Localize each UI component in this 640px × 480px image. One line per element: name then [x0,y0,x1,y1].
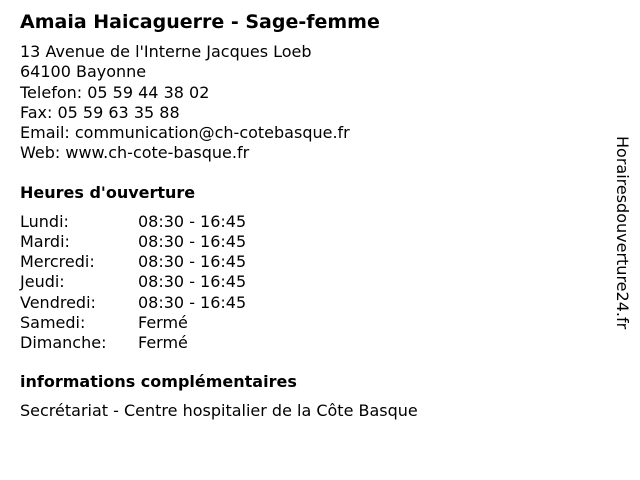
email-line: Email: communication@ch-cotebasque.fr [20,123,350,143]
opening-hours-table [20,212,600,353]
site-watermark: Horairesdouverture24.fr [613,136,632,330]
time-value: Fermé [138,312,188,332]
opening-hours-heading: Heures d'ouverture [20,182,196,202]
time-value: 08:30 - 16:45 [138,211,247,231]
hours-row-mardi [20,232,600,252]
hours-row-jeudi [20,272,600,292]
hours-row-samedi [20,313,600,333]
time-value: 08:30 - 16:45 [138,252,247,272]
day-label: Vendredi: [20,292,96,312]
hours-row-vendredi [20,293,600,313]
address-street: 13 Avenue de l'Interne Jacques Loeb [20,42,312,61]
listing-card [20,10,600,421]
day-label: Mercredi: [20,252,95,272]
time-value: 08:30 - 16:45 [138,272,247,292]
day-label: Lundi: [20,211,69,231]
web-line: Web: www.ch-cote-basque.fr [20,143,250,163]
hours-row-lundi [20,212,600,232]
additional-info-heading: informations complémentaires [20,372,297,392]
time-value: 08:30 - 16:45 [138,231,247,251]
page-title: Amaia Haicaguerre - Sage-femme [20,11,380,33]
time-value: Fermé [138,333,188,352]
phone-line: Telefon: 05 59 44 38 02 [20,82,210,102]
day-label: Jeudi: [20,272,65,292]
hours-row-mercredi [20,252,600,272]
day-label: Samedi: [20,312,86,332]
time-value: 08:30 - 16:45 [138,292,247,312]
day-label: Mardi: [20,231,70,251]
hours-row-dimanche [20,333,600,353]
address-city: 64100 Bayonne [20,62,147,82]
additional-info-text: Secrétariat - Centre hospitalier de la Côte Basque [20,401,418,421]
day-label: Dimanche: [20,333,107,352]
fax-line: Fax: 05 59 63 35 88 [20,102,180,122]
